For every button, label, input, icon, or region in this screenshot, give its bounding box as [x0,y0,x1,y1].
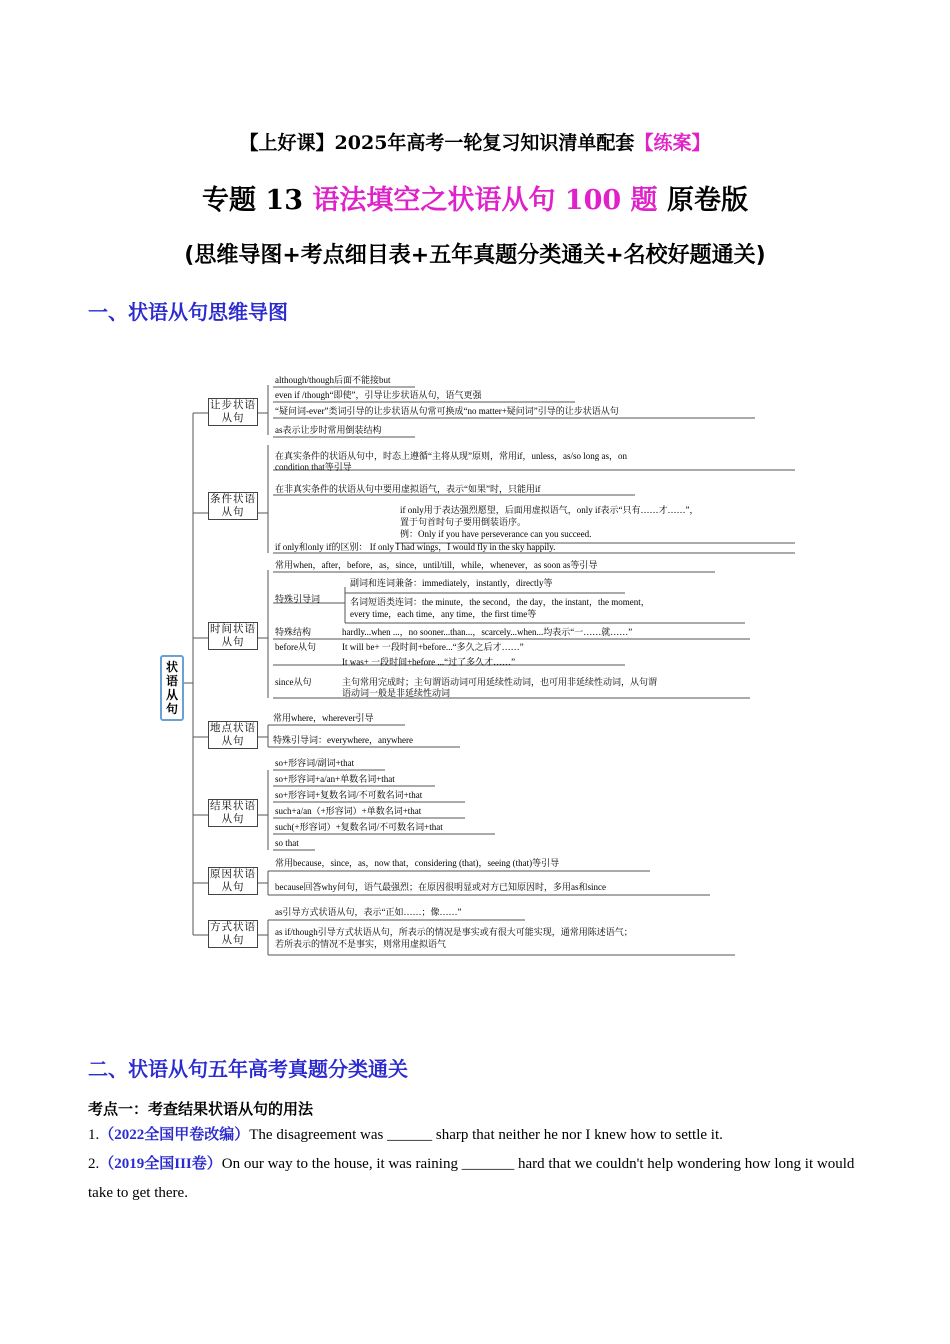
leaf: 在真实条件的状语从句中，时态上遵循“主将从现”原则，常用if，unless，as/so long as，on [275,451,627,461]
question-source: （2022全国甲卷改编） [99,1127,250,1143]
question-number: 2. [88,1156,100,1172]
doc-title-line2 [0,178,950,217]
leaf: every time，each time，any time，the first time等 [350,609,537,619]
leaf: if only用于表达强烈愿望，后面用虚拟语气，only if表示“只有……才……”， [400,505,699,515]
question-2 [88,1150,878,1208]
leaf: although/though后面不能接but [275,375,391,385]
leaf: 若所表示的情况不是事实，则常用虚拟语气 [275,939,447,949]
question-text: On our way to the house, it was raining _______ hard that we couldn't help wondering how long it would take to get there. [88,1156,855,1201]
leaf: 在非真实条件的状语从句中要用虚拟语气，表示“如果”时，只能用if [275,484,541,494]
leaf: such+a/an（+形容词）+单数名词+that [275,806,422,816]
leaf: since从句 [275,677,312,687]
branch-cause: 原因状语从句 [210,868,256,893]
branch-condition: 条件状语从句 [210,493,256,518]
question-text: The disagreement was ______ sharp that neither he nor I knew how to settle it. [249,1127,723,1143]
mind-map [155,365,805,965]
doc-title-line1 [0,128,950,155]
title-tag: 【练案】 [634,132,711,154]
branch-time: 时间状语从句 [210,623,256,648]
branch-place: 地点状语从句 [210,722,256,747]
mind-map-root: 状语从句 [160,655,184,721]
leaf: because回答why问句，语气最强烈；在原因很明显或对方已知原因时，多用as和since [275,882,606,892]
leaf: 特殊引导词：everywhere，anywhere [273,735,413,745]
leaf: 例：Only if you have perseverance can you succeed. [400,529,592,539]
branch-result: 结果状语从句 [210,800,256,825]
leaf: before从句 [275,642,316,652]
leaf: so that [275,838,299,848]
leaf: 语动词一般是非延续性动词 [342,688,451,698]
leaf: 特殊结构 [275,627,312,637]
title2-topic: 语法填空之状语从句 100 题 [312,185,658,216]
leaf: 常用where，wherever引导 [273,713,374,723]
leaf: 名词短语类连词：the minute，the second，the day，the instant，the moment， [350,597,650,607]
branch-concession: 让步状语从句 [210,399,256,424]
leaf: 常用when，after，before，as，since，until/till，while，whenever，as soon as等引导 [275,560,598,570]
leaf: condition that等引导 [275,462,352,472]
question-source: （2019全国III卷） [99,1156,222,1172]
leaf: if only和only if的区别： If only I had wings，I would fly in the sky happily. [275,542,556,552]
leaf: such(+形容词）+复数名词/不可数名词+that [275,822,443,832]
question-1 [88,1121,878,1150]
leaf: It was+ 一段时间+before ...“过了多久才……” [342,657,516,667]
leaf: 特殊引导词 [275,594,321,604]
kaodian-heading: 考点一：考查结果状语从句的用法 [88,1100,314,1118]
leaf: as if/though引导方式状语从句，所表示的情况是事实或有很大可能实现，通常用陈述语气； [275,927,633,937]
leaf: so+形容词+a/an+单数名词+that [275,774,395,784]
leaf: so+形容词+复数名词/不可数名词+that [275,790,423,800]
leaf: so+形容词/副词+that [275,758,355,768]
leaf: It will be+ 一段时间+before...“多久之后才……” [342,642,524,652]
title2-suffix: 原卷版 [657,185,748,216]
title-prefix: 【上好课】2025年高考一轮复习知识清单配套 [239,132,635,154]
branch-manner: 方式状语从句 [210,921,256,946]
leaf: 置于句首时句子要用倒装语序。 [400,517,527,527]
leaf: 常用because，since，as，now that，considering (that)，seeing (that)等引导 [275,858,560,868]
question-number: 1. [88,1127,100,1143]
leaf: hardly...when ...，no sooner...than...，scarcely...when...均表示“一……就……” [342,627,633,637]
leaf: 主句常用完成时；主句谓语动词可用延续性动词，也可用非延续性动词，从句谓 [342,677,658,687]
leaf: as引导方式状语从句，表示“正如……；像……” [275,907,462,917]
leaf: “疑问词-ever”类词引导的让步状语从句常可换成“no matter+疑问词”引导的让步状语从句 [275,406,619,416]
section2-heading: 二、状语从句五年高考真题分类通关 [88,1057,408,1081]
section1-heading: 一、状语从句思维导图 [88,300,288,324]
title2-prefix: 专题 13 [202,185,313,216]
leaf: even if /though“即使”，引导让步状语从句，语气更强 [275,390,482,400]
leaf: 副词和连词兼备：immediately，instantly，directly等 [350,578,553,588]
doc-subtitle: (思维导图+考点细目表+五年真题分类通关+名校好题通关) [184,243,766,268]
leaf: as表示让步时常用倒装结构 [275,425,382,435]
